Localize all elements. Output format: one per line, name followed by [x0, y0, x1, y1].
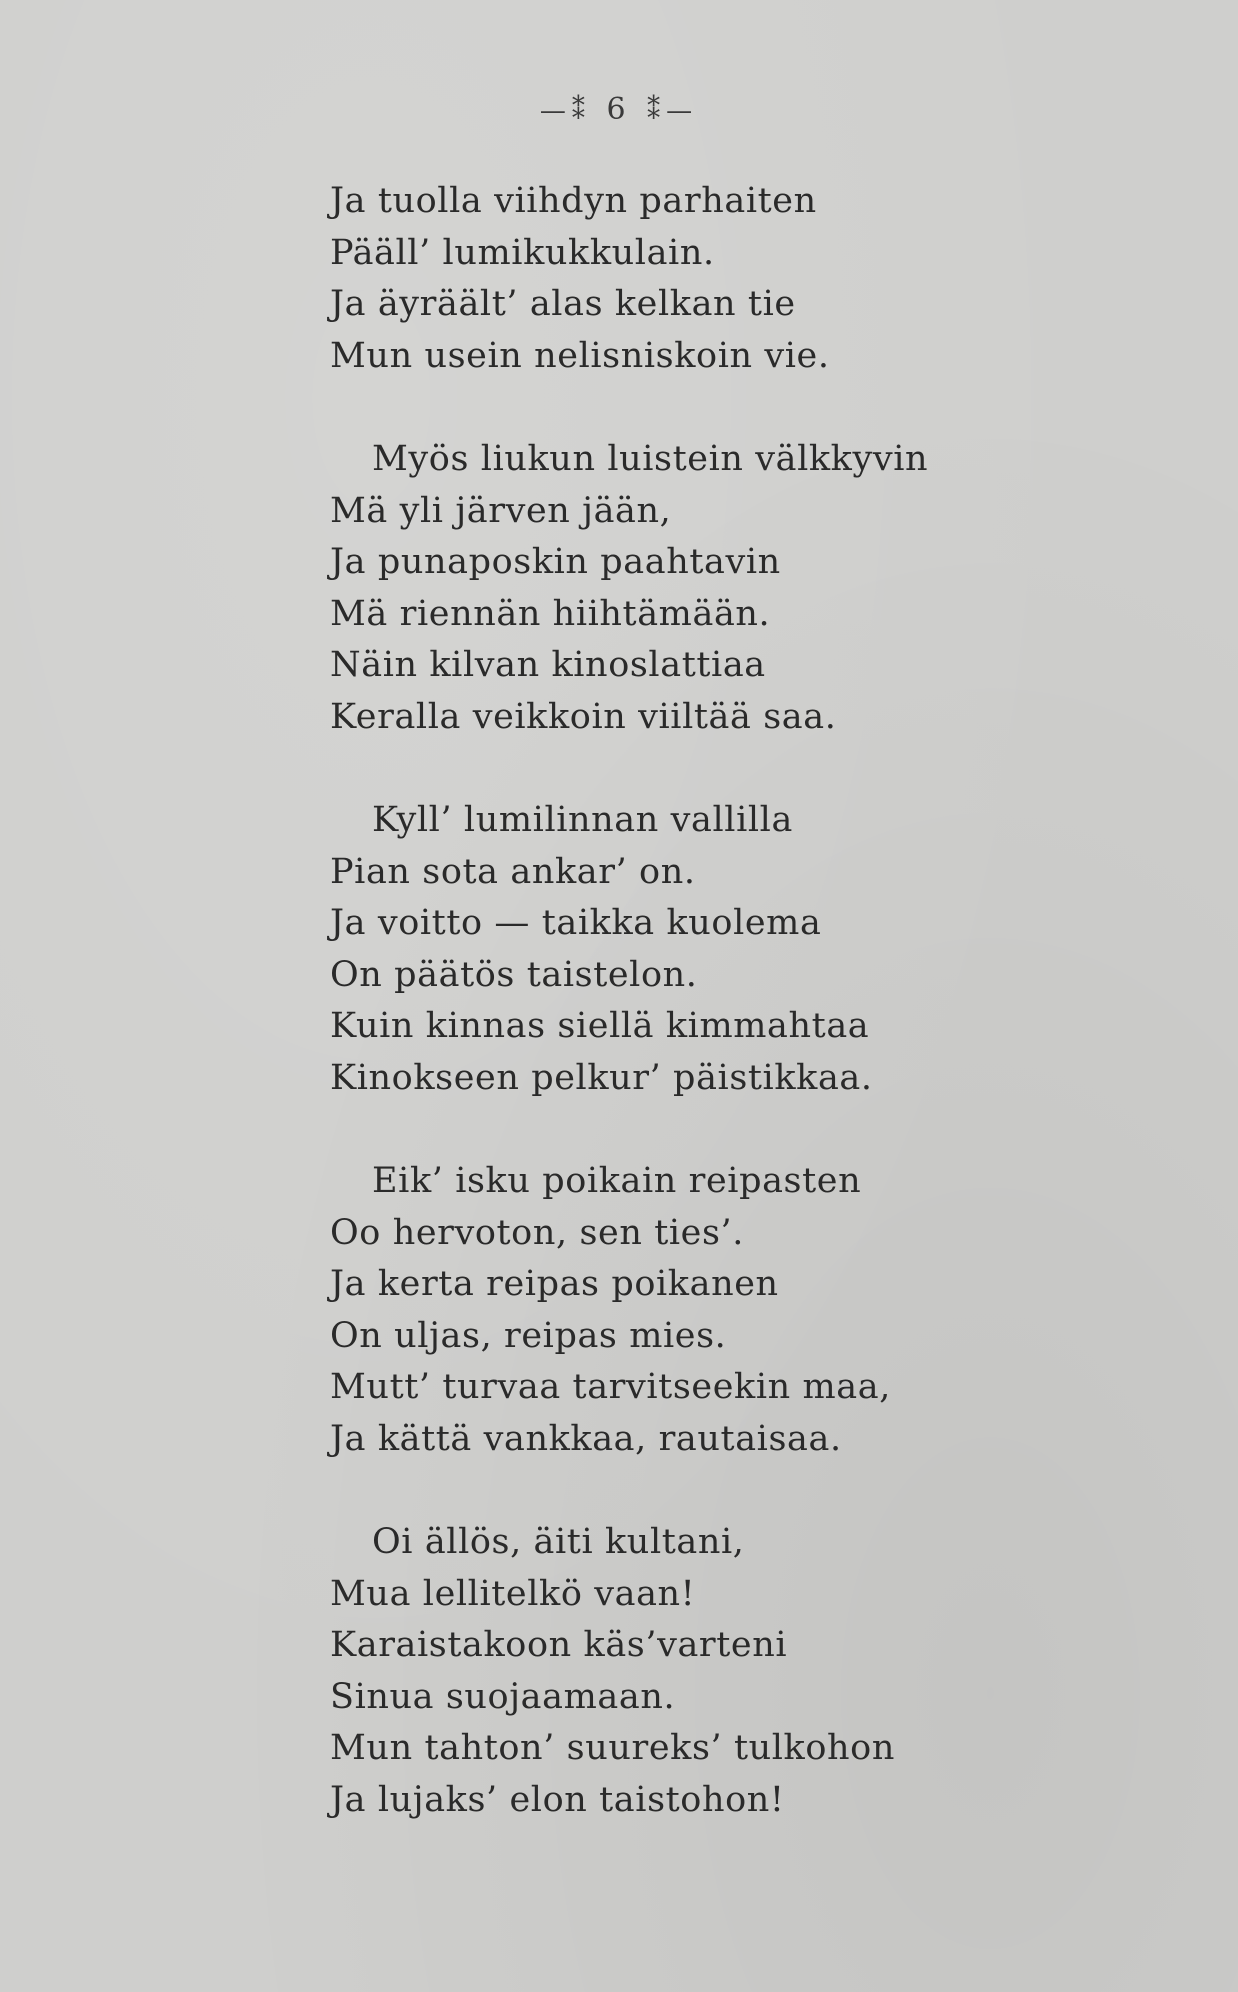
- poem-line: Pääll’ lumikukkulain.: [330, 232, 715, 273]
- poem-line: Kyll’ lumilinnan vallilla: [372, 800, 793, 840]
- poem-line: Mun tahton’ suureks’ tulkohon: [330, 1728, 895, 1768]
- poem-line: Kinokseen pelkur’ päistikkaa.: [330, 1057, 873, 1098]
- poem-line: Kuin kinnas siellä kimmahtaa: [330, 1006, 870, 1046]
- stanza-2: [330, 434, 1090, 743]
- poem-line: Myös liukun luistein välkkyvin: [372, 439, 929, 479]
- poem-line: Eik’ isku poikain reipasten: [372, 1161, 862, 1201]
- poem-line: On päätös taistelon.: [330, 954, 698, 995]
- poem-line: On uljas, reipas mies.: [330, 1315, 727, 1356]
- stanza-4: [330, 1156, 1090, 1465]
- page-number: 6: [606, 92, 632, 127]
- left-ornament: —⁑: [539, 96, 591, 126]
- poem-line: Ja lujaks’ elon taistohon!: [330, 1779, 785, 1820]
- stanza-1: [330, 176, 1090, 382]
- poem-line: Näin kilvan kinoslattiaa: [330, 645, 766, 685]
- poem-body: [330, 176, 1090, 1878]
- poem-line: Oi ällös, äiti kultani,: [372, 1522, 745, 1562]
- poem-line: Ja tuolla viihdyn parhaiten: [330, 181, 817, 221]
- poem-line: Mä riennän hiihtämään.: [330, 593, 771, 634]
- poem-line: Mä yli järven jään,: [330, 490, 672, 531]
- poem-line: Ja äyräält’ alas kelkan tie: [330, 284, 796, 324]
- poem-line: Karaistakoon käs’varteni: [330, 1625, 788, 1665]
- poem-line: Mua lellitelkö vaan!: [330, 1573, 696, 1614]
- poem-line: Oo hervoton, sen ties’.: [330, 1212, 744, 1253]
- poem-line: Pian sota ankar’ on.: [330, 851, 696, 892]
- stanza-5: [330, 1517, 1090, 1826]
- poem-line: Ja kättä vankkaa, rautaisaa.: [330, 1418, 842, 1459]
- poem-line: Mutt’ turvaa tarvitseekin maa,: [330, 1367, 891, 1407]
- poem-line: Mun usein nelisniskoin vie.: [330, 335, 830, 376]
- page-number-header: [0, 92, 1238, 127]
- poem-line: Sinua suojaamaan.: [330, 1676, 676, 1717]
- poem-line: Keralla veikkoin viiltää saa.: [330, 696, 837, 737]
- poem-line: Ja voitto — taikka kuolema: [330, 903, 822, 943]
- right-ornament: ⁑—: [647, 96, 699, 126]
- poem-line: Ja punaposkin paahtavin: [330, 542, 781, 582]
- stanza-3: [330, 795, 1090, 1104]
- poem-line: Ja kerta reipas poikanen: [330, 1264, 779, 1304]
